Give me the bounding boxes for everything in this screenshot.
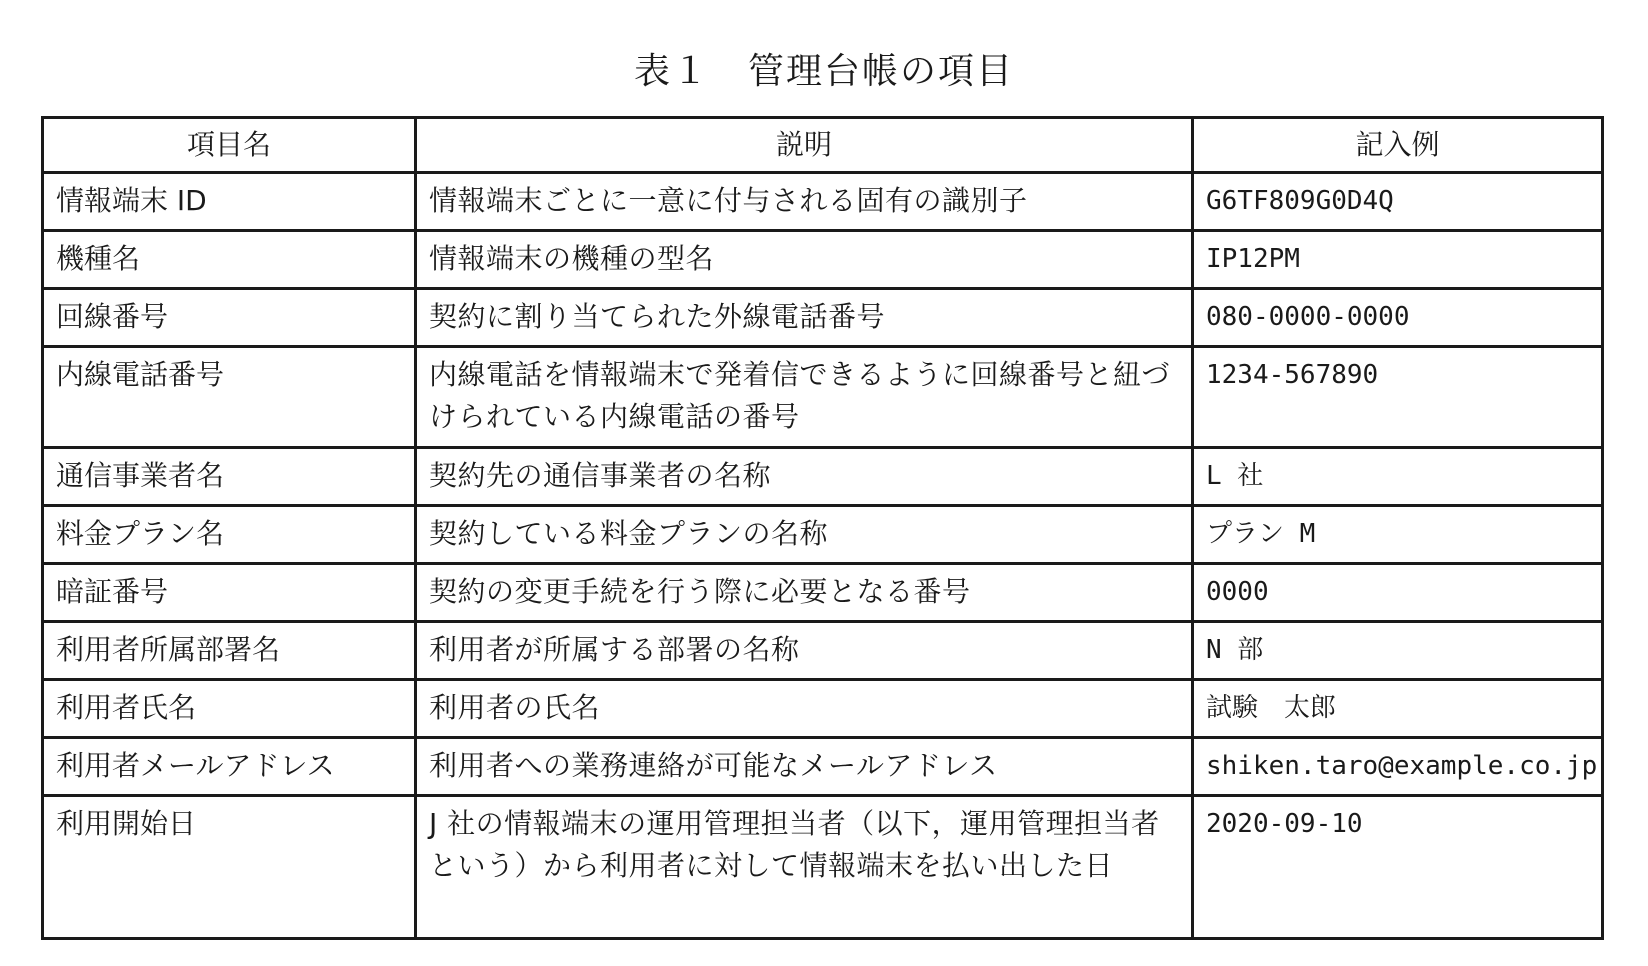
description-cell: 情報端末の機種の型名 [416,231,1193,289]
item-cell: 情報端末 ID [43,173,416,231]
table-row [43,738,1603,796]
table-row [43,796,1603,939]
table-row [43,564,1603,622]
description-cell: J 社の情報端末の運用管理担当者（以下，運用管理担当者という）から利用者に対して情報端末を払い出した日 [416,796,1193,939]
example-cell: IP12PM [1193,231,1603,289]
description-cell: 契約先の通信事業者の名称 [416,448,1193,506]
example-cell: 2020-09-10 [1193,796,1603,939]
table-header-row [43,118,1603,173]
header-item-name: 項目名 [43,118,416,173]
item-cell: 利用者メールアドレス [43,738,416,796]
table-row [43,231,1603,289]
description-cell: 契約に割り当てられた外線電話番号 [416,289,1193,347]
example-cell: 試験 太郎 [1193,680,1603,738]
table-row [43,289,1603,347]
item-cell: 利用開始日 [43,796,416,939]
description-cell: 利用者の氏名 [416,680,1193,738]
description-cell: 内線電話を情報端末で発着信できるように回線番号と紐づけられている内線電話の番号 [416,347,1193,448]
table-row [43,347,1603,448]
example-cell: 0000 [1193,564,1603,622]
item-cell: 通信事業者名 [43,448,416,506]
item-cell: 利用者氏名 [43,680,416,738]
example-cell: プラン M [1193,506,1603,564]
example-cell: 1234-567890 [1193,347,1603,448]
item-cell: 料金プラン名 [43,506,416,564]
table-row [43,680,1603,738]
example-cell: G6TF809G0D4Q [1193,173,1603,231]
description-cell: 契約の変更手続を行う際に必要となる番号 [416,564,1193,622]
item-cell: 利用者所属部署名 [43,622,416,680]
description-cell: 契約している料金プランの名称 [416,506,1193,564]
table-row [43,506,1603,564]
item-cell: 機種名 [43,231,416,289]
description-cell: 利用者が所属する部署の名称 [416,622,1193,680]
item-cell: 暗証番号 [43,564,416,622]
item-cell: 回線番号 [43,289,416,347]
example-cell: L 社 [1193,448,1603,506]
header-description: 説明 [416,118,1193,173]
example-cell: N 部 [1193,622,1603,680]
description-cell: 利用者への業務連絡が可能なメールアドレス [416,738,1193,796]
description-cell: 情報端末ごとに一意に付与される固有の識別子 [416,173,1193,231]
header-example: 記入例 [1193,118,1603,173]
example-cell: 080-0000-0000 [1193,289,1603,347]
management-ledger-table [41,116,1604,940]
example-cell: shiken.taro@example.co.jp [1193,738,1603,796]
table-caption: 表１ 管理台帳の項目 [633,51,1014,92]
table-row [43,622,1603,680]
item-cell: 内線電話番号 [43,347,416,448]
table-row [43,173,1603,231]
table-row [43,448,1603,506]
